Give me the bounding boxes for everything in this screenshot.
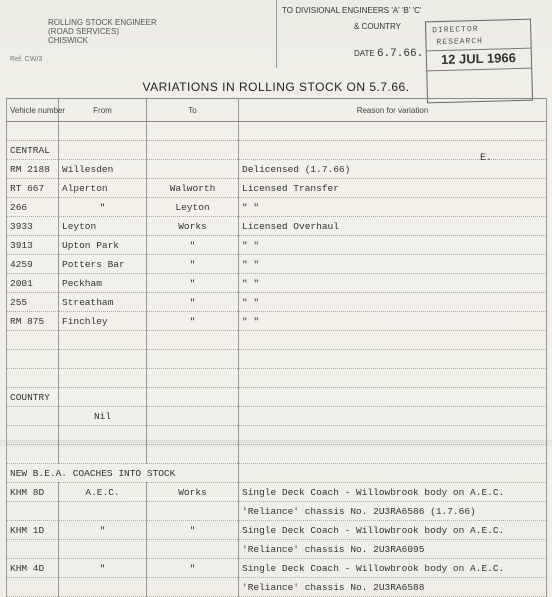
from-cell — [59, 331, 147, 350]
table-row — [7, 407, 547, 426]
vehicle-cell: 266 — [7, 198, 59, 217]
to-cell: Works — [147, 483, 239, 502]
to-cell — [147, 369, 239, 388]
from-cell: Peckham — [59, 274, 147, 293]
reason-cell: " " — [239, 255, 547, 274]
to-cell — [147, 578, 239, 597]
col-from: From — [59, 99, 147, 122]
from-cell — [59, 540, 147, 559]
from-cell: Leyton — [59, 217, 147, 236]
to-cell: Works — [147, 217, 239, 236]
table-row — [7, 502, 547, 521]
reason-cell — [239, 464, 547, 483]
from-cell: A.E.C. — [59, 483, 147, 502]
from-cell: Streatham — [59, 293, 147, 312]
to-cell — [147, 141, 239, 160]
reason-cell: Single Deck Coach - Willowbrook body on A.E.C. — [239, 521, 547, 540]
from-cell — [59, 388, 147, 407]
sender-line: (ROAD SERVICES) — [48, 27, 119, 36]
reason-cell: Delicensed (1.7.66) — [239, 160, 547, 179]
col-vehicle: Vehicle number — [7, 99, 59, 122]
table-row — [7, 350, 547, 369]
sender-line: CHISWICK — [48, 36, 88, 45]
vehicle-cell: KHM 8D — [7, 483, 59, 502]
header-divider — [276, 0, 277, 68]
reason-cell: 'Reliance' chassis No. 2U3RA6586 (1.7.66) — [239, 502, 547, 521]
to-cell — [147, 502, 239, 521]
vehicle-cell: 4259 — [7, 255, 59, 274]
date-value: 6.7.66. — [376, 48, 424, 60]
to-cell — [147, 540, 239, 559]
vehicle-cell: RM 875 — [7, 312, 59, 331]
vehicle-cell: 3933 — [7, 217, 59, 236]
from-cell: Finchley — [59, 312, 147, 331]
vehicle-cell: COUNTRY — [7, 388, 59, 407]
table-row — [7, 217, 547, 236]
vehicle-cell: 255 — [7, 293, 59, 312]
from-cell: Upton Park — [59, 236, 147, 255]
table-row — [7, 179, 547, 198]
from-cell: Nil — [59, 407, 147, 426]
recipient-country: & COUNTRY — [354, 22, 401, 31]
reason-cell: " " — [239, 293, 547, 312]
vehicle-cell — [7, 350, 59, 369]
table-row — [7, 578, 547, 597]
reason-cell: Licensed Overhaul — [239, 217, 547, 236]
reason-cell: 'Reliance' chassis No. 2U3RA6095 — [239, 540, 547, 559]
reason-cell — [239, 369, 547, 388]
vehicle-cell: 3913 — [7, 236, 59, 255]
from-cell: Willesden — [59, 160, 147, 179]
to-cell: Walworth — [147, 179, 239, 198]
table-row — [7, 141, 547, 160]
vehicle-cell — [7, 502, 59, 521]
vehicle-cell: CENTRAL — [7, 141, 59, 160]
to-cell: " — [147, 312, 239, 331]
table-row — [7, 122, 547, 141]
from-cell: Potters Bar — [59, 255, 147, 274]
from-cell — [59, 369, 147, 388]
table-row — [7, 198, 547, 217]
vehicle-cell — [7, 331, 59, 350]
section-heading: NEW B.E.A. COACHES INTO STOCK — [7, 464, 239, 483]
to-cell — [147, 331, 239, 350]
table-row — [7, 464, 547, 483]
stamp-line-2: RESEARCH — [436, 36, 484, 48]
stamp-rule — [427, 68, 531, 72]
recipient-line: TO DIVISIONAL ENGINEERS 'A' 'B' 'C' — [282, 6, 422, 15]
stamp-date: 12 JUL 1966 — [440, 50, 517, 67]
table-row — [7, 369, 547, 388]
reason-cell — [239, 141, 547, 160]
to-cell: " — [147, 521, 239, 540]
vehicle-cell — [7, 407, 59, 426]
date-label: DATE — [354, 49, 375, 58]
reason-cell: " " — [239, 274, 547, 293]
reason-cell: " " — [239, 312, 547, 331]
to-cell: " — [147, 274, 239, 293]
table-row — [7, 331, 547, 350]
vehicle-cell: 2001 — [7, 274, 59, 293]
reason-cell: " " — [239, 198, 547, 217]
vehicle-cell: KHM 4D — [7, 559, 59, 578]
to-cell: " — [147, 293, 239, 312]
vehicle-cell: KHM 1D — [7, 521, 59, 540]
reason-cell — [239, 407, 547, 426]
table-row — [7, 160, 547, 179]
title-text: VARIATIONS IN ROLLING STOCK ON 5.7.66. — [142, 80, 410, 94]
table-row — [7, 274, 547, 293]
to-cell — [147, 160, 239, 179]
from-cell — [59, 578, 147, 597]
col-to: To — [147, 99, 239, 122]
to-cell — [147, 350, 239, 369]
to-cell: " — [147, 236, 239, 255]
from-cell — [59, 502, 147, 521]
table-header-row — [7, 99, 547, 122]
reason-cell — [239, 350, 547, 369]
to-cell — [147, 388, 239, 407]
table-row — [7, 521, 547, 540]
from-cell — [59, 350, 147, 369]
document-title — [0, 80, 552, 94]
reason-cell: 'Reliance' chassis No. 2U3RA6588 — [239, 578, 547, 597]
vehicle-cell — [7, 122, 59, 141]
vehicle-cell — [7, 369, 59, 388]
to-cell — [147, 122, 239, 141]
table-row — [7, 388, 547, 407]
reason-cell: Single Deck Coach - Willowbrook body on A.E.C. — [239, 483, 547, 502]
from-cell: " — [59, 559, 147, 578]
to-cell: " — [147, 559, 239, 578]
table-row — [7, 236, 547, 255]
to-cell — [147, 407, 239, 426]
reason-cell — [239, 122, 547, 141]
from-cell — [59, 141, 147, 160]
table-row — [7, 540, 547, 559]
to-cell: Leyton — [147, 198, 239, 217]
vehicle-cell: RM 2188 — [7, 160, 59, 179]
variations-table — [6, 98, 547, 597]
reason-cell: Licensed Transfer — [239, 179, 547, 198]
table-row — [7, 312, 547, 331]
from-cell: Alperton — [59, 179, 147, 198]
table-row — [7, 255, 547, 274]
table-row — [7, 559, 547, 578]
sender-line: ROLLING STOCK ENGINEER — [48, 18, 157, 27]
reason-cell — [239, 331, 547, 350]
vehicle-cell — [7, 540, 59, 559]
from-cell: " — [59, 198, 147, 217]
reason-cell: Single Deck Coach - Willowbrook body on A.E.C. — [239, 559, 547, 578]
vehicle-cell — [7, 578, 59, 597]
paper-fold — [0, 440, 552, 448]
e-flag: E. — [480, 153, 493, 164]
from-cell — [59, 122, 147, 141]
reason-cell: " " — [239, 236, 547, 255]
stamp-line-1: DIRECTOR — [432, 25, 479, 36]
to-cell: " — [147, 255, 239, 274]
from-cell: " — [59, 521, 147, 540]
vehicle-cell: RT 667 — [7, 179, 59, 198]
col-reason: Reason for variation — [239, 99, 547, 122]
document-date — [354, 48, 423, 60]
reason-cell — [239, 388, 547, 407]
table-row — [7, 483, 547, 502]
table-body — [7, 122, 547, 597]
reference-number: Ref. CW/3 — [10, 56, 43, 63]
sender-block — [48, 18, 157, 45]
table-row — [7, 293, 547, 312]
